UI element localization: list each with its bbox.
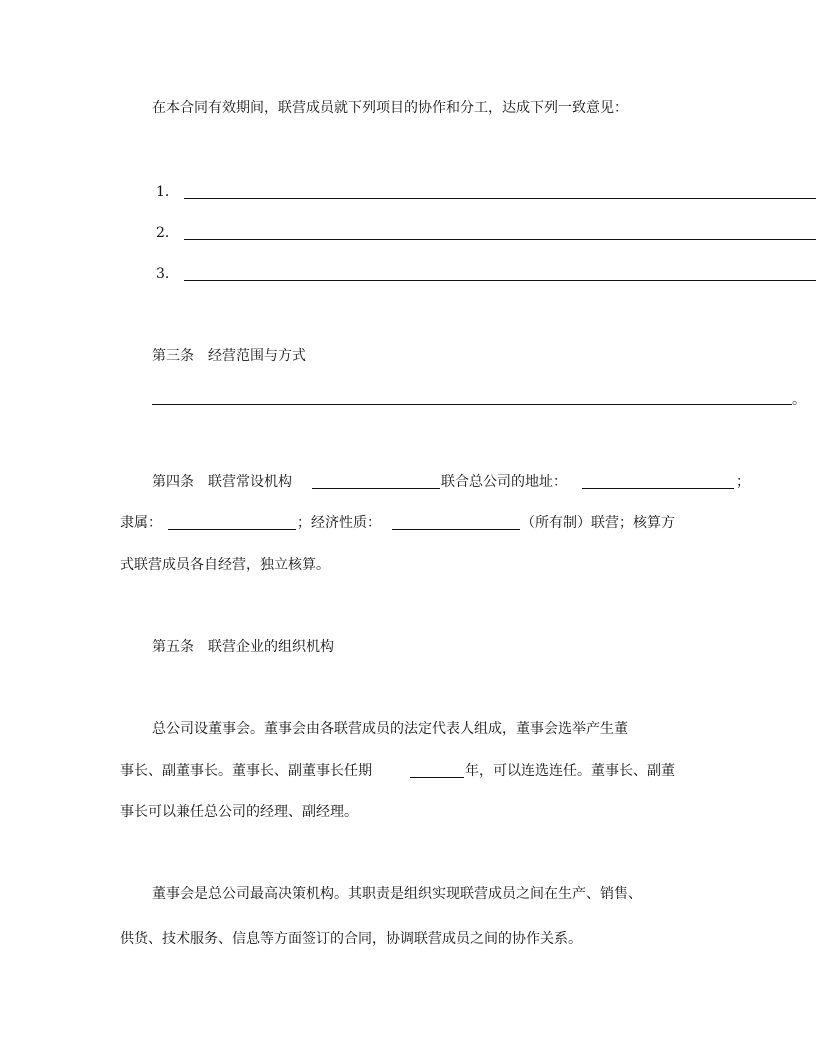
article-4-blank-economic-nature [392,529,520,530]
article-3-title: 第三条 经营范围与方式 [152,348,306,364]
article-4-line2-a: 隶属： [120,515,162,531]
item-blank-line-1 [184,198,816,199]
article-4-line1-b: 联合总公司的地址： [441,474,567,490]
para1-line2-b: 年，可以连选连任。董事长、副董 [465,763,675,779]
item-number-2: 2． [156,225,179,241]
para1-blank-term [410,777,464,778]
item-blank-line-3 [184,280,816,281]
article-4-blank-address [582,488,734,489]
item-blank-line-2 [184,239,816,240]
article-3-end-mark: 。 [792,392,806,408]
article-4-blank-institution [312,488,440,489]
para1-line2-a: 事长、副董事长。董事长、副董事长任期 [120,763,372,779]
article-4-line1-a: 第四条 联营常设机构 [152,474,292,490]
article-4-line2-b: ；经济性质： [297,515,381,531]
para2-line1: 董事会是总公司最高决策机构。其职责是组织实现联营成员之间在生产、销售、 [152,886,642,902]
article-5-title: 第五条 联营企业的组织机构 [152,639,334,655]
article-4-line2-c: （所有制）联营；核算方 [521,515,675,531]
para2-line2: 供货、技术服务、信息等方面签订的合同，协调联营成员之间的协作关系。 [120,931,582,947]
para1-line1: 总公司设董事会。董事会由各联营成员的法定代表人组成，董事会选举产生董 [152,721,628,737]
article-4-blank-affiliation [168,529,296,530]
intro-text: 在本合同有效期间，联营成员就下列项目的协作和分工，达成下列一致意见： [152,100,628,116]
item-number-1: 1． [156,184,179,200]
para1-line3: 事长可以兼任总公司的经理、副经理。 [120,804,358,820]
article-3-blank-line [152,404,792,405]
article-4-line3: 式联营成员各自经营，独立核算。 [120,557,330,573]
article-4-line1-c: ； [736,474,750,490]
item-number-3: 3． [156,266,179,282]
